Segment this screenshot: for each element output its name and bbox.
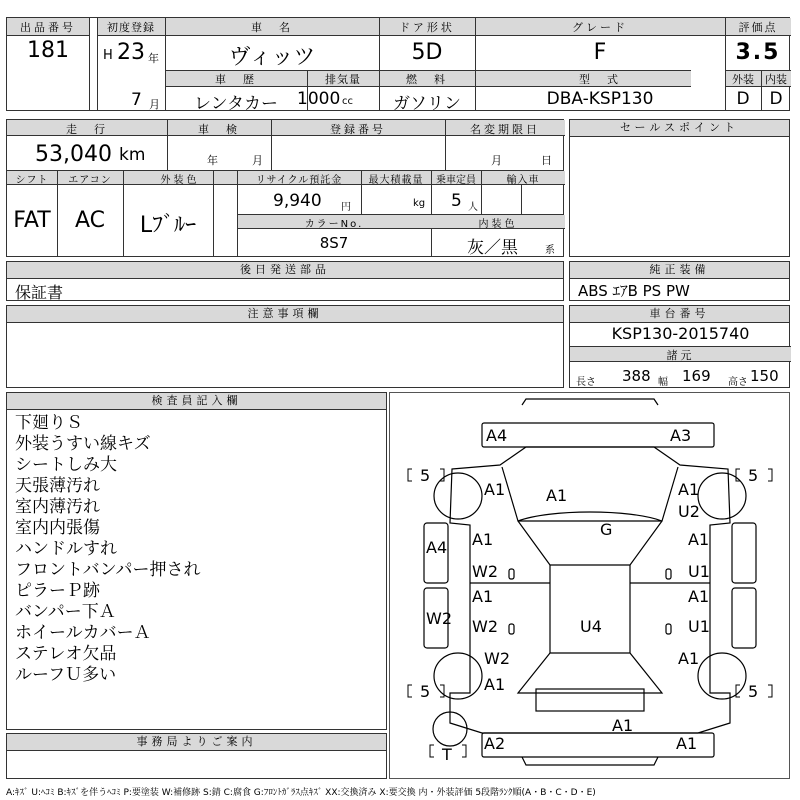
door-label: ドア形状 xyxy=(399,21,455,34)
shift-label: シフト xyxy=(15,175,49,186)
ac-label: エアコン xyxy=(68,175,112,186)
displacement-unit: cc xyxy=(342,96,353,107)
rear-right-bumper-label: A1 xyxy=(676,734,698,753)
rear-right-tire-shape xyxy=(698,653,746,699)
inspector-note-line: 下廻りＳ xyxy=(15,413,83,433)
left-rear-door-a-label: A1 xyxy=(472,587,494,606)
change-day-unit: 日 xyxy=(541,154,552,167)
sales-point-box xyxy=(569,119,790,257)
score-value: 3.5 xyxy=(735,40,781,65)
door-value: 5D xyxy=(411,40,443,65)
right-fender-b-label: U2 xyxy=(678,502,700,521)
left-rear-door-b-label: W2 xyxy=(472,617,498,636)
legend: A:ｷｽﾞ U:ﾍｺﾐ B:ｷｽﾞを伴うﾍｺﾐ P:要塗装 W:補修跡 S:錆 C:腐食 G:ﾌﾛﾝﾄｶﾞﾗｽ点ｷｽﾞ XX:交換済み X:要交換 内・外装評価 5段階ﾗﾝｸ順(A・B・C・D・E) xyxy=(6,788,596,798)
recycle-unit: 円 xyxy=(341,202,351,213)
later-parts-box xyxy=(6,261,564,301)
vehicle-info-table xyxy=(6,17,790,114)
right-fender-a-label: A1 xyxy=(678,480,700,499)
grade-label: グレード xyxy=(572,21,628,34)
capacity-unit: 人 xyxy=(468,202,478,213)
exterior-label: 外装 xyxy=(732,73,754,86)
damage-diagram-box xyxy=(389,392,790,779)
inspector-note-line: ハンドルすれ xyxy=(15,539,117,559)
exterior-value: D xyxy=(736,89,750,109)
left-side-panel-label: A4 xyxy=(426,538,448,557)
office-box xyxy=(6,733,387,779)
recycle-label: リサイクル預託金 xyxy=(255,175,343,186)
score-label: 評価点 xyxy=(738,21,778,34)
windshield-label: G xyxy=(600,520,613,539)
load-unit: kg xyxy=(413,198,426,209)
first-reg-label: 初度登録 xyxy=(107,21,155,34)
handle-rf xyxy=(666,569,671,579)
inspector-note-line: ステレオ欠品 xyxy=(15,644,117,664)
month-unit: 月 xyxy=(149,98,160,111)
hood-label: A1 xyxy=(546,486,568,505)
grade-value: F xyxy=(593,40,607,65)
car-name: ヴィッツ xyxy=(228,45,316,70)
height-value: 150 xyxy=(750,367,779,385)
right-front-door-b-label: U1 xyxy=(688,562,710,581)
genuine-box xyxy=(569,261,790,301)
handle-lf xyxy=(509,569,514,579)
year-unit: 年 xyxy=(148,52,159,65)
right-side-panel-shape xyxy=(732,523,756,583)
color-label: 外装色 xyxy=(160,175,200,186)
registration-table xyxy=(6,119,564,257)
caution-label: 注意事項欄 xyxy=(7,306,563,323)
left-quarter-b-label: A1 xyxy=(484,675,506,694)
change-label: 名変期限日 xyxy=(470,123,540,136)
later-parts-value: 保証書 xyxy=(15,283,64,302)
handle-rr xyxy=(666,624,671,634)
mileage-label: 走 行 xyxy=(66,123,108,136)
height-label: 高さ xyxy=(728,377,748,388)
right-rear-door-b-label: U1 xyxy=(688,617,710,636)
dims-label: 諸元 xyxy=(666,349,695,362)
sales-label: セールスポイント xyxy=(570,120,789,137)
lot-label: 出品番号 xyxy=(20,21,76,34)
left-front-door-a-label: A1 xyxy=(472,530,494,549)
chassis-box xyxy=(569,305,790,388)
inspector-note-line: バンパー下Ａ xyxy=(15,602,116,622)
front-right-tire-shape xyxy=(698,473,746,519)
mileage-value: 53,040 xyxy=(35,142,112,167)
interior-label: 内装 xyxy=(765,73,787,86)
back-door-label: A1 xyxy=(612,716,634,735)
first-reg-year: 23 xyxy=(117,40,145,65)
color-value: Lﾌﾞﾙｰ xyxy=(139,213,197,238)
inspector-label: 検査員記入欄 xyxy=(7,393,386,410)
inspector-note-line: ルーフＵ多い xyxy=(15,665,117,685)
spare-tire-label: T xyxy=(442,745,452,764)
chassis-value: KSP130-2015740 xyxy=(611,324,750,343)
inspector-box xyxy=(6,392,387,730)
fuel-value: ガソリン xyxy=(393,94,461,114)
windshield-shape xyxy=(518,521,662,565)
car-diagram xyxy=(390,393,791,780)
front-right-tire-label: 5 xyxy=(748,466,759,485)
inspection-year-unit: 年 xyxy=(207,154,218,167)
right-quarter-label: A1 xyxy=(678,649,700,668)
recycle-value: 9,940 xyxy=(273,191,322,211)
front-bumper-shape xyxy=(522,399,658,405)
inspector-note-line: 天張薄汚れ xyxy=(15,476,100,496)
office-label: 事務局よりご案内 xyxy=(7,734,386,751)
rear-bumper-shape xyxy=(522,757,658,765)
shift-value: FAT xyxy=(13,208,51,233)
load-label: 最大積載量 xyxy=(368,175,424,186)
regno-label: 登録番号 xyxy=(330,123,386,136)
displacement-value: 1000 xyxy=(297,89,341,109)
inspector-note-line: 室内薄汚れ xyxy=(15,497,100,517)
mileage-unit: km xyxy=(119,145,146,165)
right-rear-door-a-label: A1 xyxy=(688,587,710,606)
right-front-door-a-label: A1 xyxy=(688,530,710,549)
capacity-label: 乗車定員 xyxy=(436,175,476,186)
left-fender-label: A1 xyxy=(484,480,506,499)
rear-right-tire-label: 5 xyxy=(748,682,759,701)
left-lower-panel-label: W2 xyxy=(426,609,452,628)
caution-box xyxy=(6,305,564,388)
inspector-note-line: フロントバンパー押され xyxy=(15,560,201,580)
back-door-shape xyxy=(536,689,644,711)
era: H xyxy=(103,48,113,63)
inspector-note-line: シートしみ大 xyxy=(15,455,117,475)
interior-value: D xyxy=(769,89,783,109)
inspection-label: 車 検 xyxy=(198,123,240,136)
left-quarter-a-label: W2 xyxy=(484,649,510,668)
displacement-label: 排気量 xyxy=(325,73,361,86)
front-left-tire-shape xyxy=(434,473,482,519)
handle-lr xyxy=(509,624,514,634)
rear-window-shape xyxy=(518,653,662,693)
width-label: 幅 xyxy=(658,377,668,388)
model-value: DBA-KSP130 xyxy=(546,89,654,109)
inspection-month-unit: 月 xyxy=(252,154,263,167)
inspector-notes xyxy=(15,413,200,686)
intcolor-value: 灰／黒 xyxy=(467,238,518,258)
later-parts-label: 後日発送部品 xyxy=(7,262,563,279)
model-label: 型 式 xyxy=(579,73,621,86)
import-label: 輸入車 xyxy=(506,175,540,186)
hood-shape xyxy=(502,467,678,521)
front-right-bumper-label: A3 xyxy=(670,426,692,445)
car-name-label: 車 名 xyxy=(251,21,293,34)
inspector-note-line: ピラーＰ跡 xyxy=(15,581,100,601)
rear-left-bumper-label: A2 xyxy=(484,734,506,753)
length-label: 長さ xyxy=(576,377,596,388)
colorno-value: 8S7 xyxy=(319,234,349,252)
rear-left-tire-shape xyxy=(434,653,482,699)
lot-value: 181 xyxy=(27,38,69,63)
length-value: 388 xyxy=(622,367,651,385)
front-left-tire-label: 5 xyxy=(420,466,431,485)
genuine-value: ABS ｴｱB PS PW xyxy=(578,282,690,300)
width-value: 169 xyxy=(682,367,711,385)
history-label: 車 歴 xyxy=(215,73,257,86)
roof-label: U4 xyxy=(580,617,602,636)
rear-left-tire-label: 5 xyxy=(420,682,431,701)
left-front-door-b-label: W2 xyxy=(472,562,498,581)
genuine-label: 純正装備 xyxy=(570,262,789,279)
windshield-top xyxy=(518,512,662,521)
history-value: レンタカー xyxy=(194,94,278,114)
fuel-label: 燃 料 xyxy=(406,73,448,86)
colorno-label: カラーNo. xyxy=(304,219,364,230)
intcolor-unit: 系 xyxy=(545,245,555,256)
inspector-note-line: 外装うすい線キズ xyxy=(15,434,151,454)
ac-value: AC xyxy=(74,208,106,233)
front-left-bumper-label: A4 xyxy=(486,426,508,445)
right-lower-panel-shape xyxy=(732,588,756,648)
inspector-note-line: 室内内張傷 xyxy=(15,518,100,538)
chassis-label: 車台番号 xyxy=(570,306,789,323)
intcolor-label: 内装色 xyxy=(478,219,518,230)
change-month-unit: 月 xyxy=(491,154,502,167)
inspector-note-line: ホイールカバーＡ xyxy=(15,623,151,643)
capacity-value: 5 xyxy=(451,191,462,211)
first-reg-month: 7 xyxy=(131,90,142,110)
